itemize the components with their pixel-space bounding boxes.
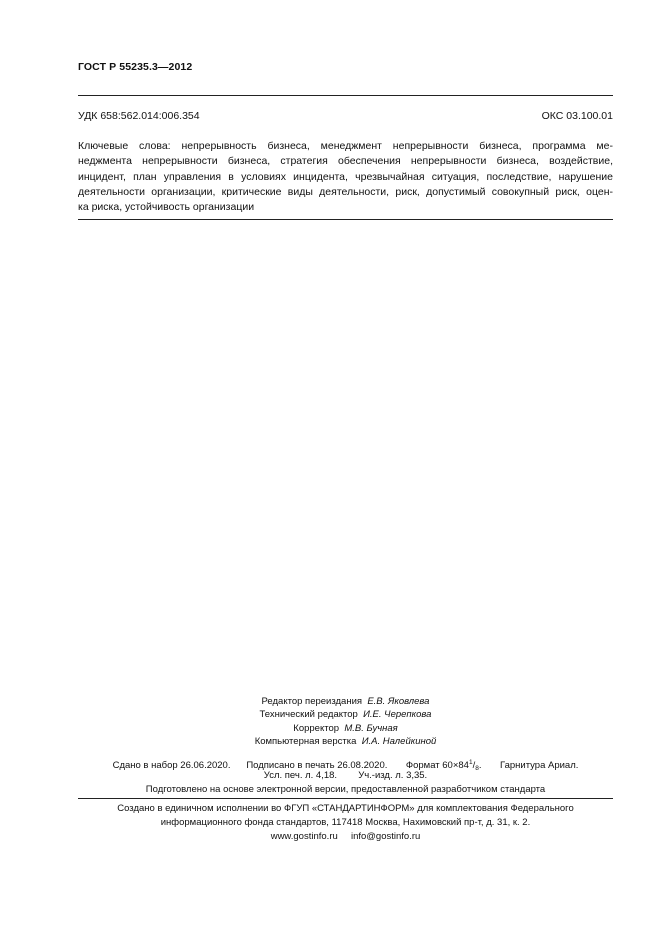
format-suffix: .	[478, 760, 482, 771]
typeface: Гарнитура Ариал.	[499, 760, 579, 771]
credit-layout	[78, 735, 613, 748]
credit-label: Технический редактор	[259, 709, 358, 721]
credit-name: И.Е. Черепкова	[363, 709, 432, 721]
footer-divider	[78, 798, 613, 799]
oks-code: ОКС 03.100.01	[541, 110, 613, 122]
publishing-info	[78, 756, 613, 796]
footer-contacts	[78, 830, 613, 844]
sheets-line	[78, 769, 613, 782]
format-sup: 1	[468, 759, 473, 766]
typeset-date: Сдано в набор 26.06.2020.	[112, 760, 231, 771]
header-divider	[78, 95, 613, 96]
keywords-divider	[78, 219, 613, 220]
signed-date: Подписано в печать 26.08.2020.	[246, 760, 388, 771]
standard-number: ГОСТ Р 55235.3—2012	[78, 61, 193, 73]
keywords-line: неджмента непрерывности бизнеса, стратегия обеспечения непрерывности бизнеса, воздействие,	[78, 155, 613, 168]
keywords-line: ка риска, устойчивость организации	[78, 201, 255, 214]
website-link[interactable]: www.gostinfo.ru	[270, 831, 338, 842]
credit-editor	[78, 695, 613, 708]
format-sub: 8	[475, 765, 479, 772]
pub-sheets: Уч.-изд. л. 3,35.	[358, 770, 428, 782]
publishing-line	[78, 756, 613, 772]
credit-label: Компьютерная верстка	[254, 736, 357, 748]
credit-name: Е.В. Яковлева	[367, 696, 430, 707]
keywords-line: деятельности организации, критические виды деятельности, риск, допустимый совокупный риск, оцен-	[78, 185, 613, 198]
prepared-note: Подготовлено на основе электронной версии, предоставленной разработчиком стандарта	[145, 783, 546, 795]
credit-name: И.А. Налейкиной	[361, 736, 437, 748]
udk-code: УДК 658:562.014:006.354	[78, 110, 200, 122]
credit-label: Корректор	[293, 722, 340, 734]
footer-line: Создано в единичном исполнении во ФГУП «СТАНДАРТИНФОРМ» для комплектования Федерального	[117, 803, 574, 814]
format-slash: /	[472, 760, 476, 771]
print-sheets: Усл. печ. л. 4,18.	[263, 770, 338, 782]
keywords-line: инцидент, план управления в условиях инцидента, чрезвычайная ситуация, последствие, нарушение	[78, 170, 613, 183]
credit-label: Редактор переиздания	[261, 696, 363, 707]
credits-block	[78, 695, 613, 749]
keywords-line: Ключевые слова: непрерывность бизнеса, менеджмент непрерывности бизнеса, программа ме-	[78, 140, 613, 152]
footer-block	[78, 802, 613, 844]
keywords-paragraph	[78, 139, 613, 215]
credit-corrector	[78, 722, 613, 735]
footer-line: информационного фонда стандартов, 117418 Москва, Нахимовский пр-т, д. 31, к. 2.	[160, 817, 531, 828]
credit-tech-editor	[78, 708, 613, 721]
format-prefix: Формат 60×84	[405, 760, 469, 771]
credit-name: М.В. Бучная	[344, 722, 398, 734]
email-link[interactable]: info@gostinfo.ru	[350, 831, 421, 842]
